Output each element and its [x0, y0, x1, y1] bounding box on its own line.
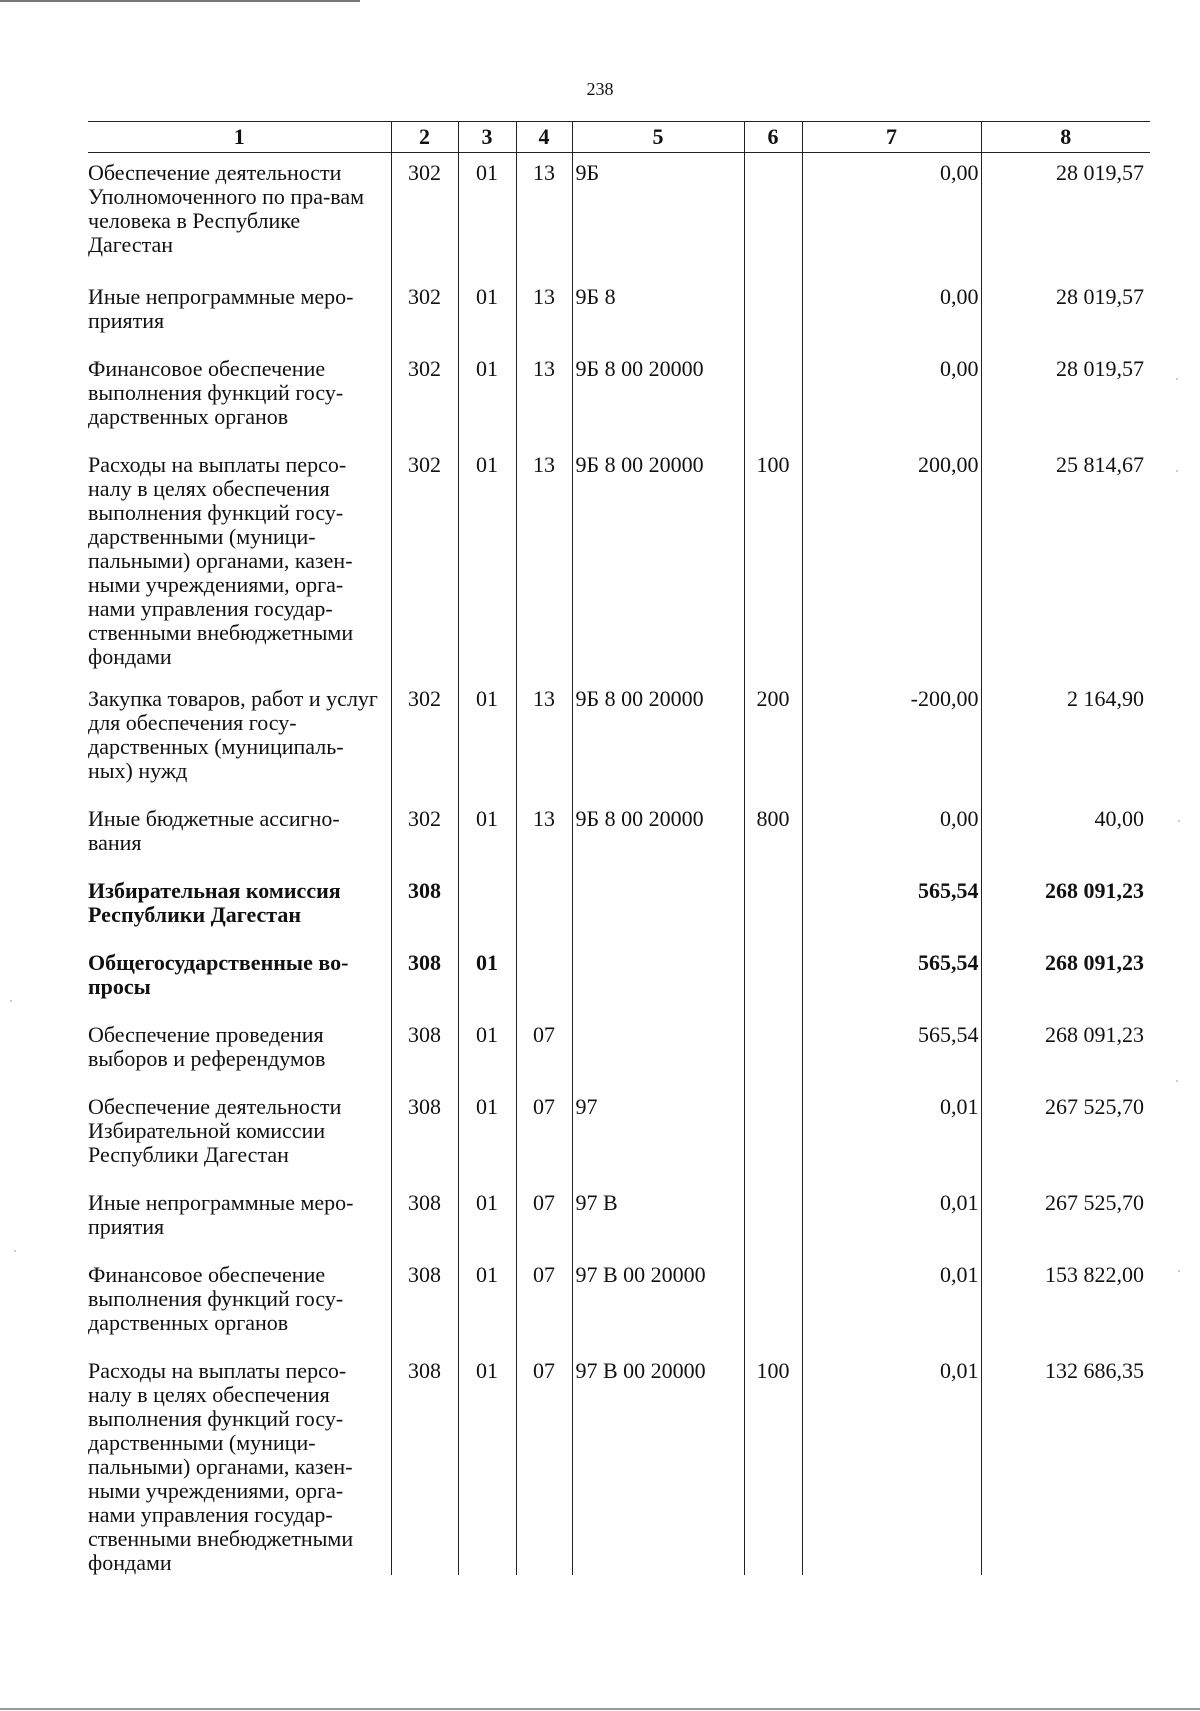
row-name: Расходы на выплаты персо-налу в целях обеспечения выполнения функций госу-дарственными (муници-пальными) органами, казен-ными учреждениями, орга-нами управления государ-ственными внебюджетными фондами — [88, 1358, 354, 1575]
cell-subsection: 01 — [458, 1015, 516, 1087]
cell-subsection: 01 — [458, 349, 516, 445]
column-header: 5 — [572, 122, 744, 153]
column-header: 7 — [802, 122, 981, 153]
cell-item: 07 — [516, 1087, 572, 1183]
cell-amount-change: 565,54 — [802, 1015, 981, 1087]
cell-target-article: 97 В — [572, 1183, 744, 1255]
cell-target-article: 9Б — [572, 153, 744, 278]
table-row — [88, 277, 1150, 349]
cell-amount-change: 0,01 — [802, 1183, 981, 1255]
cell-amount-total: 2 164,90 — [981, 679, 1150, 799]
cell-section: 308 — [391, 943, 458, 1015]
cell-amount-change: 0,00 — [802, 799, 981, 871]
scan-speck — [14, 1250, 16, 1252]
table-row — [88, 1087, 1150, 1183]
cell-amount-change: -200,00 — [802, 679, 981, 799]
cell-target-article: 97 В 00 20000 — [572, 1351, 744, 1575]
cell-section: 302 — [391, 799, 458, 871]
cell-amount-change: 565,54 — [802, 871, 981, 943]
cell-amount-total: 132 686,35 — [981, 1351, 1150, 1575]
scan-speck — [1178, 1270, 1180, 1272]
cell-amount-change: 0,00 — [802, 153, 981, 278]
cell-expense-type — [744, 349, 802, 445]
cell-amount-total: 153 822,00 — [981, 1255, 1150, 1351]
cell-item: 13 — [516, 277, 572, 349]
scan-speck — [1176, 378, 1178, 380]
scan-speck — [1176, 470, 1178, 472]
cell-amount-change: 0,00 — [802, 349, 981, 445]
table-row — [88, 679, 1150, 799]
cell-section: 302 — [391, 153, 458, 278]
cell-section: 308 — [391, 1015, 458, 1087]
cell-amount-change: 565,54 — [802, 943, 981, 1015]
cell-amount-change: 0,01 — [802, 1351, 981, 1575]
cell-section: 302 — [391, 679, 458, 799]
cell-item: 13 — [516, 799, 572, 871]
cell-expense-type — [744, 871, 802, 943]
row-name: Расходы на выплаты персо-налу в целях обеспечения выполнения функций госу-дарственными (муници-пальными) органами, казен-ными учреждениями, орга-нами управления государ-ственными внебюджетными фондами — [88, 452, 354, 669]
cell-expense-type — [744, 1255, 802, 1351]
cell-amount-total: 25 814,67 — [981, 445, 1150, 679]
column-header: 6 — [744, 122, 802, 153]
cell-subsection: 01 — [458, 679, 516, 799]
table-row — [88, 1351, 1150, 1575]
scan-speck — [1178, 820, 1180, 822]
cell-section: 308 — [391, 871, 458, 943]
cell-expense-type: 800 — [744, 799, 802, 871]
cell-section: 302 — [391, 349, 458, 445]
table-row — [88, 1255, 1150, 1351]
table-row — [88, 1015, 1150, 1087]
cell-section: 308 — [391, 1351, 458, 1575]
cell-amount-total: 28 019,57 — [981, 277, 1150, 349]
cell-target-article: 9Б 8 00 20000 — [572, 679, 744, 799]
cell-expense-type: 100 — [744, 1351, 802, 1575]
cell-subsection — [458, 871, 516, 943]
table-row — [88, 799, 1150, 871]
cell-item: 07 — [516, 1015, 572, 1087]
cell-amount-change: 0,01 — [802, 1087, 981, 1183]
column-header: 8 — [981, 122, 1150, 153]
row-name: Обеспечение деятельности Избирательной комиссии Республики Дагестан — [88, 1094, 342, 1167]
cell-section: 302 — [391, 445, 458, 679]
cell-subsection: 01 — [458, 1255, 516, 1351]
cell-amount-total: 267 525,70 — [981, 1087, 1150, 1183]
cell-amount-change: 0,01 — [802, 1255, 981, 1351]
table-row — [88, 943, 1150, 1015]
cell-expense-type — [744, 153, 802, 278]
row-name: Иные непрограммные меро-приятия — [88, 1190, 354, 1239]
row-name: Обеспечение деятельности Уполномоченного по пра-вам человека в Республике Дагестан — [88, 160, 365, 257]
cell-target-article — [572, 1015, 744, 1087]
table-row — [88, 871, 1150, 943]
cell-target-article: 97 В 00 20000 — [572, 1255, 744, 1351]
cell-item: 13 — [516, 153, 572, 278]
table-row — [88, 349, 1150, 445]
cell-expense-type — [744, 277, 802, 349]
cell-target-article: 9Б 8 — [572, 277, 744, 349]
cell-amount-change: 0,00 — [802, 277, 981, 349]
cell-section: 308 — [391, 1087, 458, 1183]
scan-edge — [0, 0, 360, 2]
cell-amount-total: 28 019,57 — [981, 153, 1150, 278]
table-row — [88, 445, 1150, 679]
scan-speck — [1176, 1080, 1178, 1082]
cell-section: 302 — [391, 277, 458, 349]
row-name: Избирательная комиссия Республики Дагестан — [88, 878, 341, 927]
cell-expense-type — [744, 1183, 802, 1255]
cell-expense-type: 200 — [744, 679, 802, 799]
row-name: Финансовое обеспечение выполнения функций госу-дарственных органов — [88, 1262, 344, 1335]
cell-subsection: 01 — [458, 1351, 516, 1575]
cell-item: 07 — [516, 1183, 572, 1255]
cell-subsection: 01 — [458, 277, 516, 349]
row-name: Общегосударственные во-просы — [88, 950, 349, 999]
cell-expense-type — [744, 1087, 802, 1183]
row-name: Иные бюджетные ассигно-вания — [88, 806, 340, 855]
table-row — [88, 153, 1150, 278]
cell-item: 13 — [516, 679, 572, 799]
cell-subsection: 01 — [458, 943, 516, 1015]
cell-subsection: 01 — [458, 1087, 516, 1183]
cell-target-article — [572, 943, 744, 1015]
cell-item: 13 — [516, 445, 572, 679]
cell-section: 308 — [391, 1255, 458, 1351]
cell-target-article: 97 — [572, 1087, 744, 1183]
cell-amount-total: 268 091,23 — [981, 871, 1150, 943]
cell-target-article: 9Б 8 00 20000 — [572, 349, 744, 445]
column-header: 3 — [458, 122, 516, 153]
cell-subsection: 01 — [458, 1183, 516, 1255]
cell-item — [516, 943, 572, 1015]
cell-amount-total: 28 019,57 — [981, 349, 1150, 445]
cell-expense-type — [744, 943, 802, 1015]
cell-amount-total: 268 091,23 — [981, 1015, 1150, 1087]
cell-amount-change: 200,00 — [802, 445, 981, 679]
cell-item: 13 — [516, 349, 572, 445]
table-header-row — [88, 122, 1150, 153]
cell-expense-type — [744, 1015, 802, 1087]
cell-item: 07 — [516, 1351, 572, 1575]
cell-target-article — [572, 871, 744, 943]
cell-target-article: 9Б 8 00 20000 — [572, 445, 744, 679]
row-name: Закупка товаров, работ и услуг для обеспечения госу-дарственных (муниципаль-ных) нужд — [88, 686, 378, 783]
column-header: 4 — [516, 122, 572, 153]
row-name: Финансовое обеспечение выполнения функций госу-дарственных органов — [88, 356, 344, 429]
row-name: Иные непрограммные меро-приятия — [88, 284, 354, 333]
row-name: Обеспечение проведения выборов и референдумов — [88, 1022, 326, 1071]
cell-expense-type: 100 — [744, 445, 802, 679]
cell-subsection: 01 — [458, 153, 516, 278]
cell-item: 07 — [516, 1255, 572, 1351]
cell-item — [516, 871, 572, 943]
cell-subsection: 01 — [458, 445, 516, 679]
table-row — [88, 1183, 1150, 1255]
cell-target-article: 9Б 8 00 20000 — [572, 799, 744, 871]
scan-speck — [10, 1000, 12, 1002]
cell-section: 308 — [391, 1183, 458, 1255]
budget-table — [88, 121, 1150, 1575]
cell-amount-total: 40,00 — [981, 799, 1150, 871]
cell-subsection: 01 — [458, 799, 516, 871]
column-header: 2 — [391, 122, 458, 153]
scan-edge — [0, 1708, 1200, 1710]
cell-amount-total: 267 525,70 — [981, 1183, 1150, 1255]
column-header: 1 — [88, 122, 391, 153]
cell-amount-total: 268 091,23 — [981, 943, 1150, 1015]
page-number: 238 — [586, 79, 614, 99]
